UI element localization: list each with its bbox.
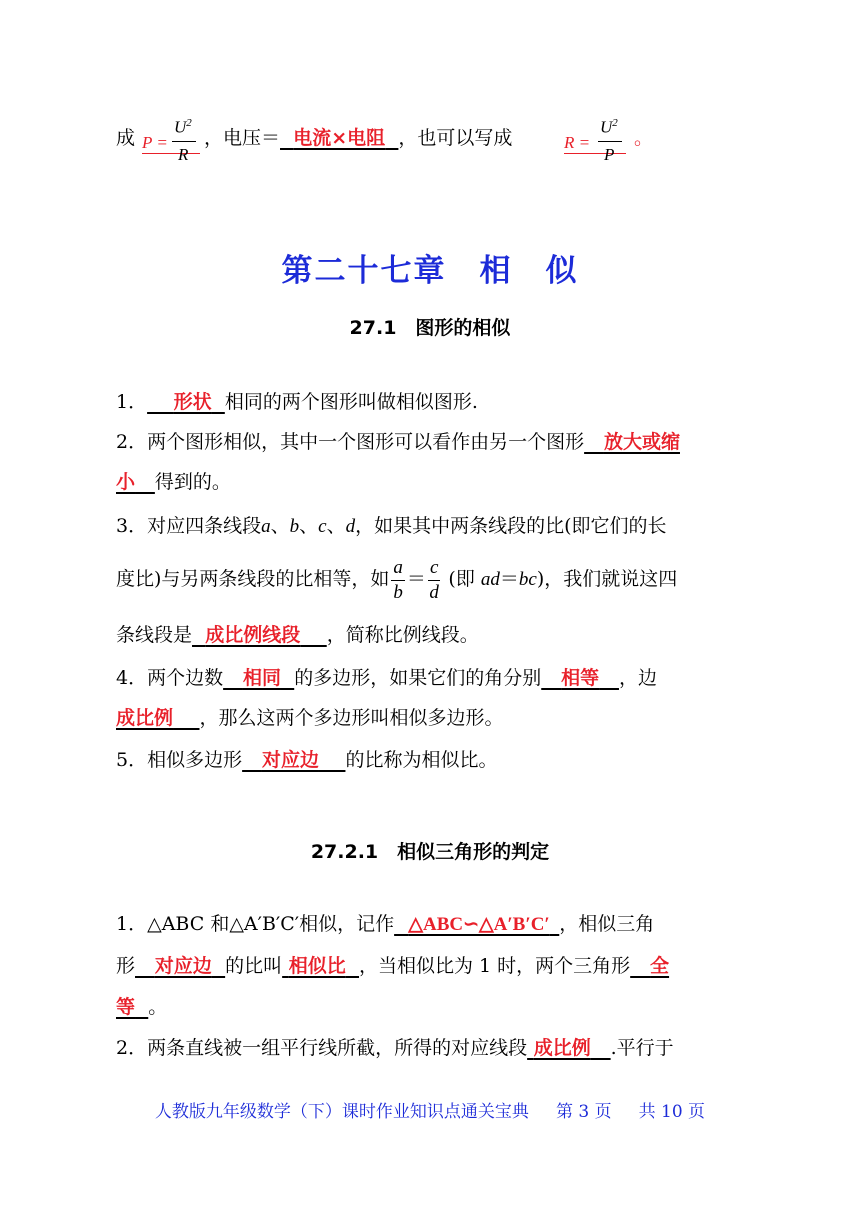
answer-similarity-ratio: 相似比 bbox=[288, 955, 346, 977]
answer-proportional-segments: 成比例线段 bbox=[205, 624, 301, 646]
power-formula-lhs: P = bbox=[142, 133, 168, 152]
power-formula-underline bbox=[142, 153, 200, 154]
resistance-formula-denominator: P bbox=[604, 145, 615, 164]
voltage-answer: 电流×电阻 bbox=[293, 127, 386, 149]
item2-1: 1．△ABC 和△A′B′C′相似，记作 △ABC∽△A′B′C′ ，相似三角 bbox=[116, 913, 655, 935]
item-4: 4．两个边数 相同 的多边形，如果它们的角分别 相等 ，边 bbox=[116, 667, 657, 689]
answer-proportional: 成比例 bbox=[116, 707, 174, 729]
answer-corresponding-sides-2: 对应边 bbox=[154, 955, 212, 977]
answer-equal: 相等 bbox=[561, 667, 600, 689]
answer-enlarge-shrink-a: 放大或缩 bbox=[603, 431, 680, 453]
resistance-formula-lhs: R = bbox=[564, 133, 591, 152]
power-formula-numerator: $U^2$ bbox=[174, 117, 192, 137]
resistance-formula-bar bbox=[598, 141, 622, 142]
item-2: 2．两个图形相似，其中一个图形可以看作由另一个图形 放大或缩 bbox=[116, 431, 680, 453]
item-5: 5．相似多边形 对应边 的比称为相似比。 bbox=[116, 749, 498, 771]
answer-same: 相同 bbox=[242, 667, 281, 689]
power-formula-bar bbox=[172, 141, 196, 142]
answer-congruent-a: 全 bbox=[650, 955, 670, 977]
ratio-c-over-d: $\frac{c}{d}$ bbox=[429, 556, 439, 603]
item-3-cont: 度比)与另两条线段的比相等，如 $\frac{a}{b}$ ＝ $\frac{c}{d}$ (即 ad＝bc)，我们就说这四 bbox=[116, 556, 678, 603]
answer-similar-notation: △ABC∽△A′B′C′ bbox=[408, 914, 550, 935]
formula-suffix: 。 bbox=[634, 127, 654, 149]
resistance-formula-underline bbox=[564, 153, 626, 154]
footer-book-title: 人教版九年级数学（下）课时作业知识点通关宝典 bbox=[154, 1102, 529, 1122]
footer-page-number: 第 3 页 bbox=[555, 1102, 612, 1122]
resistance-formula bbox=[562, 117, 628, 173]
answer-shape: 形状 bbox=[173, 391, 212, 413]
answer-proportional-2: 成比例 bbox=[533, 1037, 591, 1059]
item-2-cont: 小 得到的。 bbox=[116, 471, 231, 493]
resistance-formula-numerator: $U^2$ bbox=[600, 117, 618, 137]
page-footer bbox=[0, 1097, 860, 1122]
item2-2: 2．两条直线被一组平行线所截，所得的对应线段 成比例 .平行于 bbox=[116, 1037, 674, 1059]
section-27-2-1-title: 27.2.1 相似三角形的判定 bbox=[310, 841, 550, 863]
chapter-title: 第二十七章 相 似 bbox=[281, 253, 579, 289]
power-formula bbox=[138, 117, 198, 173]
answer-congruent-b: 等 bbox=[116, 996, 136, 1018]
footer-total-pages: 共 10 页 bbox=[638, 1102, 706, 1122]
item-3-cont2: 条线段是 成比例线段 ，简称比例线段。 bbox=[116, 624, 479, 646]
answer-corresponding-sides: 对应边 bbox=[261, 749, 319, 771]
item-4-cont: 成比例 ，那么这两个多边形叫相似多边形。 bbox=[116, 707, 504, 729]
prefix-text: 成 bbox=[116, 127, 136, 149]
section-27-1-title: 27.1 图形的相似 bbox=[349, 317, 511, 339]
also-written-label: ，也可以写成 bbox=[398, 127, 513, 149]
voltage-label: ，电压＝ bbox=[204, 127, 281, 149]
item-1: 1． 形状 相同的两个图形叫做相似图形. bbox=[116, 391, 478, 413]
item2-1-cont2: 等 。 bbox=[116, 996, 168, 1018]
power-formula-denominator: R bbox=[178, 145, 189, 164]
item2-1-cont: 形 对应边 的比叫 相似比 ，当相似比为 1 时，两个三角形 全 bbox=[116, 955, 670, 977]
item-3: 3．对应四条线段a、b、c、d，如果其中两条线段的比(即它们的长 bbox=[116, 515, 667, 537]
ratio-a-over-b: $\frac{a}{b}$ bbox=[393, 556, 403, 603]
answer-enlarge-shrink-b: 小 bbox=[116, 471, 136, 493]
